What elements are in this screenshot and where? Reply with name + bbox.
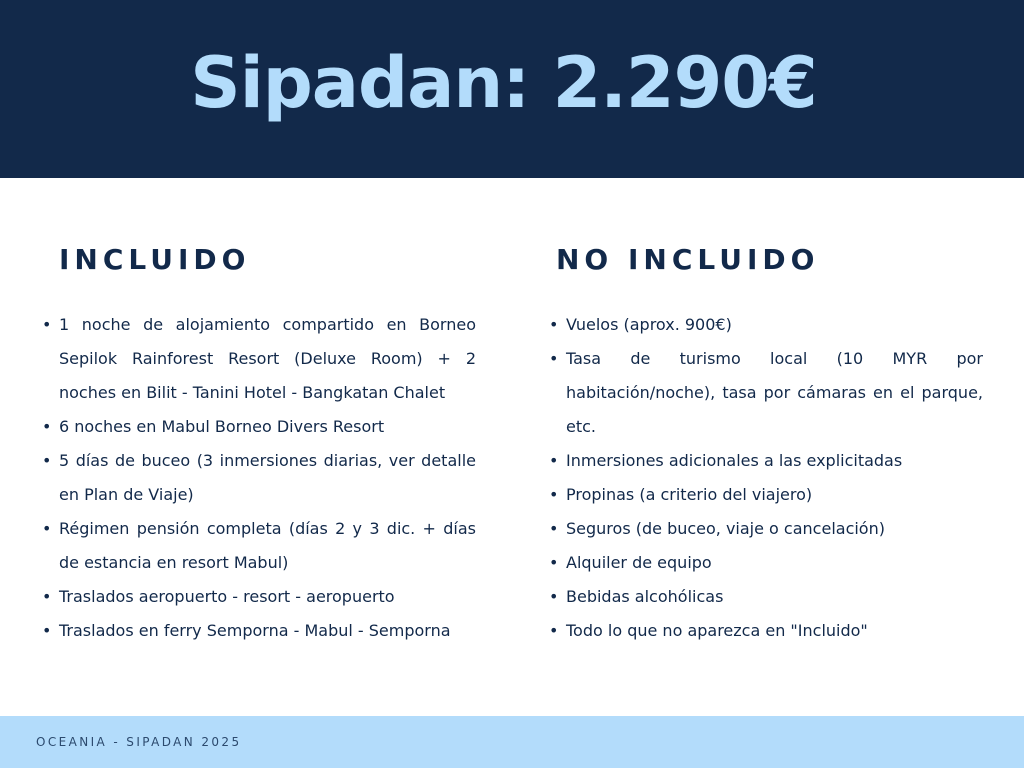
list-item [547, 444, 983, 478]
bullet-icon: • [42, 587, 52, 606]
not-included-section [547, 240, 983, 648]
bullet-icon: • [549, 587, 559, 606]
bullet-icon: • [549, 553, 559, 572]
bullet-icon: • [549, 349, 559, 368]
bullet-icon: • [42, 451, 52, 470]
list-item-text: Alquiler de equipo [566, 553, 712, 572]
bullet-icon: • [549, 621, 559, 640]
bullet-icon: • [549, 485, 559, 504]
list-item-text: Traslados aeropuerto - resort - aeropuerto [59, 587, 395, 606]
list-item-text: Inmersiones adicionales a las explicitadas [566, 451, 903, 470]
list-item-text: 5 días de buceo (3 inmersiones diarias, ver detalle en Plan de Viaje) [59, 451, 476, 504]
list-item-text: 6 noches en Mabul Borneo Divers Resort [59, 417, 385, 436]
list-item-text: 1 noche de alojamiento compartido en Borneo Sepilok Rainforest Resort (Deluxe Room) + 2 noches en Bilit - Tanini Hotel - Bangkatan Chalet [59, 315, 476, 402]
page-title: Sipadan: 2.290€ [190, 42, 817, 124]
bullet-icon: • [549, 315, 559, 334]
list-item-text: Vuelos (aprox. 900€) [566, 315, 732, 334]
not-included-list [547, 308, 983, 648]
list-item-text: Régimen pensión completa (días 2 y 3 dic. + días de estancia en resort Mabul) [59, 519, 476, 572]
list-item [547, 478, 983, 512]
bullet-icon: • [42, 417, 52, 436]
list-item-text: Bebidas alcohólicas [566, 587, 724, 606]
list-item [40, 614, 476, 648]
list-item-text: Seguros (de buceo, viaje o cancelación) [566, 519, 885, 538]
not-included-heading: NO INCLUIDO [556, 243, 820, 276]
footer-bar [0, 716, 1024, 768]
bullet-icon: • [42, 315, 52, 334]
list-item [40, 410, 476, 444]
list-item [547, 512, 983, 546]
bullet-icon: • [42, 621, 52, 640]
list-item [40, 308, 476, 410]
bullet-icon: • [549, 519, 559, 538]
list-item [40, 512, 476, 580]
list-item [547, 546, 983, 580]
included-list [40, 308, 476, 648]
bullet-icon: • [42, 519, 52, 538]
list-item [547, 342, 983, 444]
list-item [40, 580, 476, 614]
included-section [40, 240, 476, 648]
header-banner [0, 0, 1024, 178]
list-item [547, 308, 983, 342]
list-item-text: Traslados en ferry Semporna - Mabul - Semporna [59, 621, 451, 640]
list-item [547, 580, 983, 614]
footer-label: OCEANIA - SIPADAN 2025 [36, 735, 242, 749]
included-heading: INCLUIDO [59, 243, 251, 276]
bullet-icon: • [549, 451, 559, 470]
list-item-text: Tasa de turismo local (10 MYR por habitación/noche), tasa por cámaras en el parque, etc. [566, 349, 983, 436]
list-item-text: Todo lo que no aparezca en "Incluido" [566, 621, 868, 640]
list-item [40, 444, 476, 512]
list-item-text: Propinas (a criterio del viajero) [566, 485, 813, 504]
list-item [547, 614, 983, 648]
